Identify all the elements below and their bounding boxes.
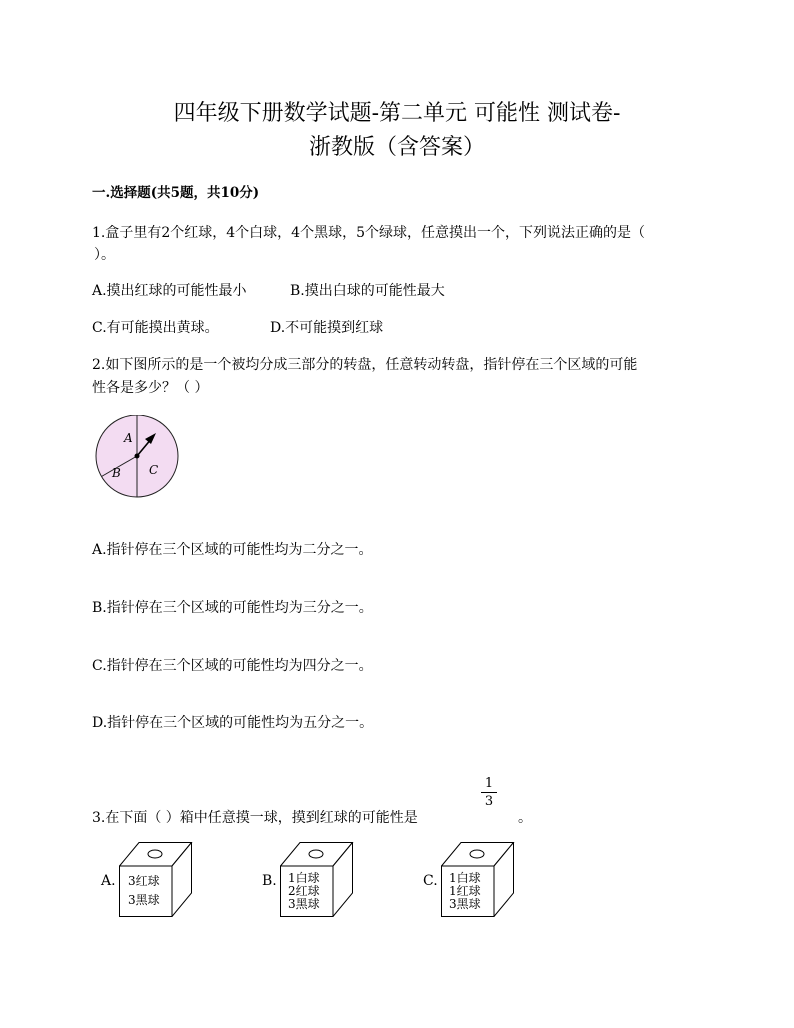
q3-fraction-numerator: 1: [484, 776, 494, 791]
spinner-label-a: A: [124, 431, 133, 445]
box-b-opening: [309, 850, 323, 858]
page-title-line2: 浙教版（含答案）: [308, 135, 485, 160]
box-a-line-2: 3黑球: [128, 893, 160, 907]
spinner-label-c: C: [149, 463, 159, 477]
q1-stem-line1: 1.盒子里有2个红球，4个白球，4个黑球，5个绿球，任意摸出一个，下列说法正确的是（: [92, 225, 645, 241]
spinner-label-b: B: [112, 466, 121, 480]
q3-box-b-label: B.: [262, 873, 277, 889]
q3-box-a-label: A.: [101, 873, 116, 889]
q3-end-mark: 。: [518, 810, 532, 826]
q1-stem-line2: ）。: [94, 247, 115, 263]
box-c-opening: [470, 850, 484, 858]
q1-option-b: B.摸出白球的可能性最大: [290, 283, 445, 299]
box-b-line-3: 3黑球: [288, 897, 320, 911]
q2-option-d: D.指针停在三个区域的可能性均为五分之一。: [92, 715, 374, 731]
box-b-line-1: 1白球: [288, 871, 320, 885]
q3-box-a: [119, 842, 193, 917]
q2-stem-line2: 性各是多少？（ ）: [92, 380, 209, 396]
q2-stem-line1: 2.如下图所示的是一个被均分成三部分的转盘，任意转动转盘，指针停在三个区域的可能: [92, 357, 638, 373]
box-c-line-2: 1红球: [449, 884, 481, 898]
q1-option-d: D.不可能摸到红球: [270, 320, 384, 336]
q3-box-b: [280, 842, 354, 917]
q1-option-c: C.有可能摸出黄球。: [92, 320, 219, 336]
box-a-opening: [148, 850, 162, 858]
q3-fraction: [481, 776, 497, 809]
spinner-pivot: [135, 454, 140, 459]
box-b-line-2: 2红球: [288, 884, 320, 898]
box-c-line-3: 3黑球: [449, 897, 481, 911]
spinner-figure: [94, 415, 182, 499]
q3-box-c: [441, 842, 515, 917]
box-a-line-1: 3红球: [128, 874, 160, 888]
q2-option-b: B.指针停在三个区域的可能性均为三分之一。: [92, 600, 373, 616]
q3-stem: 3.在下面（ ）箱中任意摸一球，摸到红球的可能性是: [92, 810, 418, 826]
section-heading: 一.选择题(共5题，共10分): [92, 185, 260, 201]
q3-fraction-bar: [481, 792, 497, 793]
q3-box-c-label: C.: [423, 873, 438, 889]
q2-option-c: C.指针停在三个区域的可能性均为四分之一。: [92, 658, 373, 674]
q2-option-a: A.指针停在三个区域的可能性均为二分之一。: [92, 542, 373, 558]
box-c-line-1: 1白球: [449, 871, 481, 885]
page-title-line1: 四年级下册数学试题-第二单元 可能性 测试卷-: [173, 101, 621, 126]
q3-fraction-denominator: 3: [484, 794, 494, 809]
q1-option-a: A.摸出红球的可能性最小: [92, 283, 247, 299]
